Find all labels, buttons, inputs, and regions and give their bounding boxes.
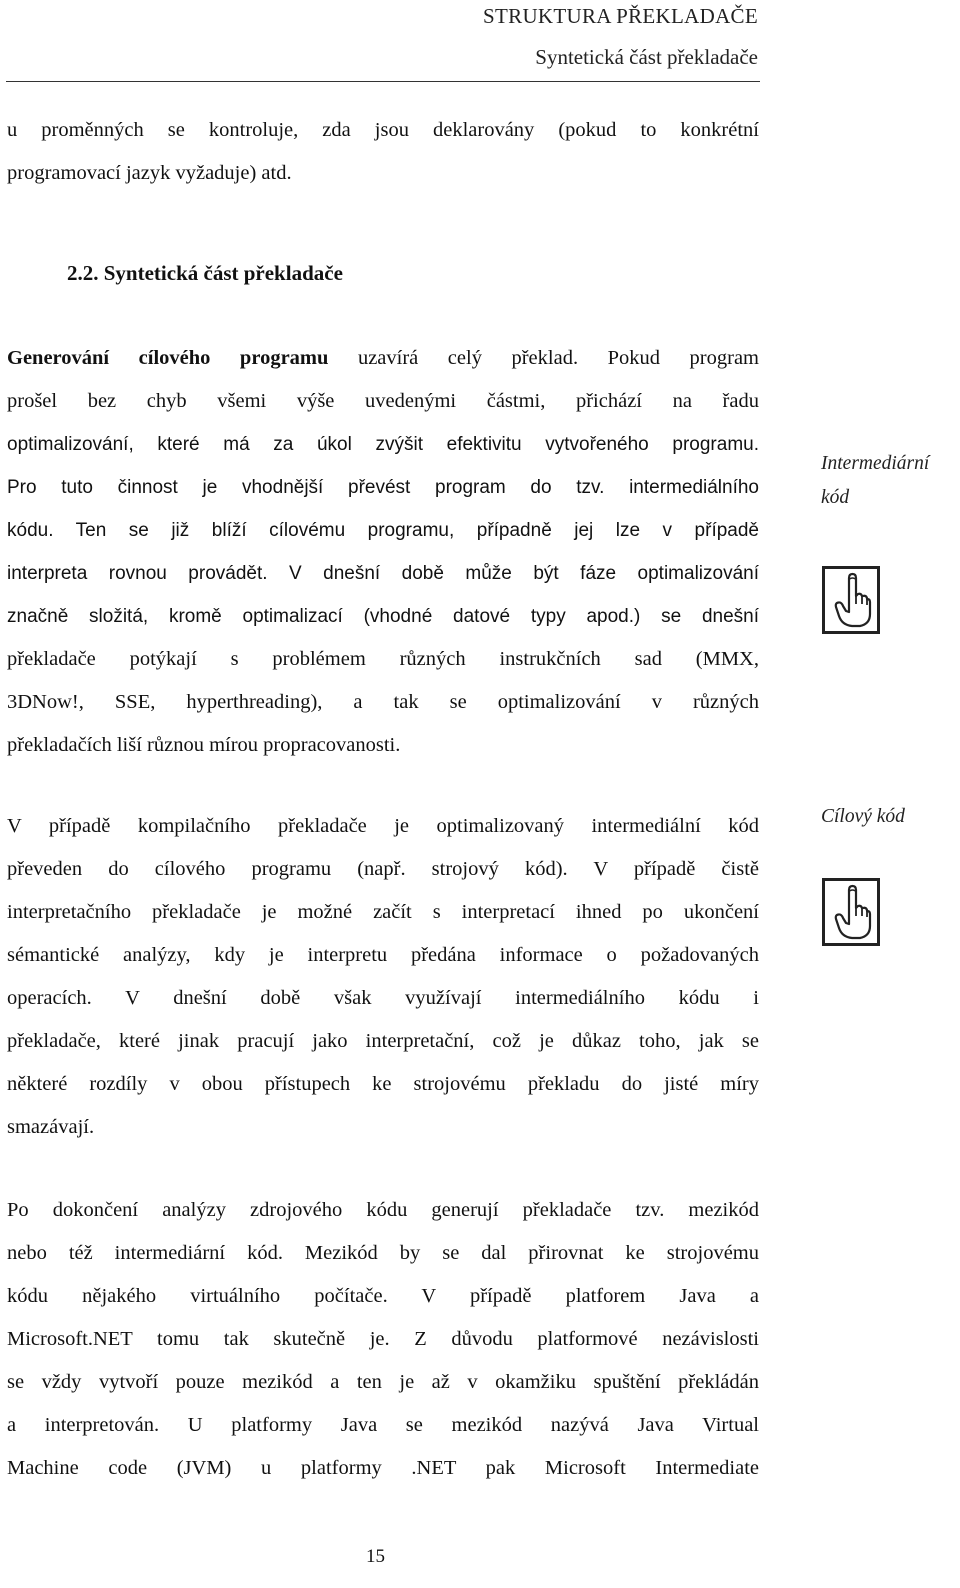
text-line: značně složitá, kromě optimalizací (vhodné datové typy apod.) se dnešní xyxy=(7,606,759,627)
text-line: překladače potýkají s problémem různých instrukčních sad (MMX, xyxy=(7,648,759,670)
intro-paragraph xyxy=(7,109,759,195)
text-line: se vždy vytvoří pouze mezikód a ten je až v okamžiku spuštění překládán xyxy=(7,1371,759,1393)
text-line: Microsoft.NET tomu tak skutečně je. Z důvodu platformové nezávislosti xyxy=(7,1328,759,1350)
text-line: převeden do cílového programu (např. strojový kód). V případě čistě xyxy=(7,858,759,880)
margin-note-target-code: Cílový kód xyxy=(821,806,905,827)
margin-note-intermediate-code: Intermediární kód xyxy=(821,453,930,508)
paragraph-compiler-interpreter xyxy=(7,805,759,1149)
text-line: u proměnných se kontroluje, zda jsou deklarovány (pokud to konkrétní xyxy=(7,119,759,141)
text-line: programovací jazyk vyžaduje) atd. xyxy=(7,162,292,184)
text-line: operacích. V dnešní době však využívají intermediálního kódu i xyxy=(7,987,759,1009)
text-line: kódu. Ten se již blíží cílovému programu, případně jej lze v případě xyxy=(7,520,759,541)
text-line: 3DNow!, SSE, hyperthreading), a tak se optimalizování v různých xyxy=(7,691,759,713)
paragraph-intermediate-code xyxy=(7,1189,759,1490)
pointing-hand-icon xyxy=(822,566,880,634)
text-line: sémantické analýzy, kdy je interpretu předána informace o požadovaných xyxy=(7,944,759,966)
text-line: interpreta rovnou provádět. V dnešní době může být fáze optimalizování xyxy=(7,563,759,584)
section-heading: 2.2. Syntetická část překladače xyxy=(67,261,343,285)
text-line: prošel bez chyb všemi výše uvedenými částmi, přichází na řadu xyxy=(7,390,759,412)
page-number: 15 xyxy=(366,1546,385,1567)
pointing-hand-icon xyxy=(822,878,880,946)
bold-term: Generování cílového programu xyxy=(7,347,329,369)
running-header-section: Syntetická část překladače xyxy=(535,45,758,69)
text-line: nebo též intermediární kód. Mezikód by se dal přirovnat ke strojovému xyxy=(7,1242,759,1264)
text-line: kódu nějakého virtuálního počítače. V případě platforem Java a xyxy=(7,1285,759,1307)
text-line: V případě kompilačního překladače je optimalizovaný intermediální kód xyxy=(7,815,759,837)
text-line: interpretačního překladače je možné začít s interpretací ihned po ukončení xyxy=(7,901,759,923)
text-line: Machine code (JVM) u platformy .NET pak Microsoft Intermediate xyxy=(7,1457,759,1479)
header-divider xyxy=(6,81,760,82)
text-line: Pro tuto činnost je vhodnější převést program do tzv. intermediálního xyxy=(7,477,759,498)
text-line: Generování cílového programu uzavírá celý překlad. Pokud program xyxy=(7,347,760,369)
paragraph-code-generation xyxy=(7,337,759,767)
text-line: optimalizování, které má za úkol zvýšit efektivitu vytvořeného programu. xyxy=(7,434,759,455)
running-header-chapter: STRUKTURA PŘEKLADAČE xyxy=(483,4,758,28)
text-line: překladače, které jinak pracují jako interpretační, což je důkaz toho, jak se xyxy=(7,1030,759,1052)
text-line: některé rozdíly v obou přístupech ke strojovému překladu do jisté míry xyxy=(7,1073,759,1095)
text-line: smazávají. xyxy=(7,1116,95,1138)
text-line: překladačích liší různou mírou propracovanosti. xyxy=(7,734,401,756)
text-line: a interpretován. U platformy Java se mezikód nazývá Java Virtual xyxy=(7,1414,759,1436)
text-line: Po dokončení analýzy zdrojového kódu generují překladače tzv. mezikód xyxy=(7,1199,759,1221)
